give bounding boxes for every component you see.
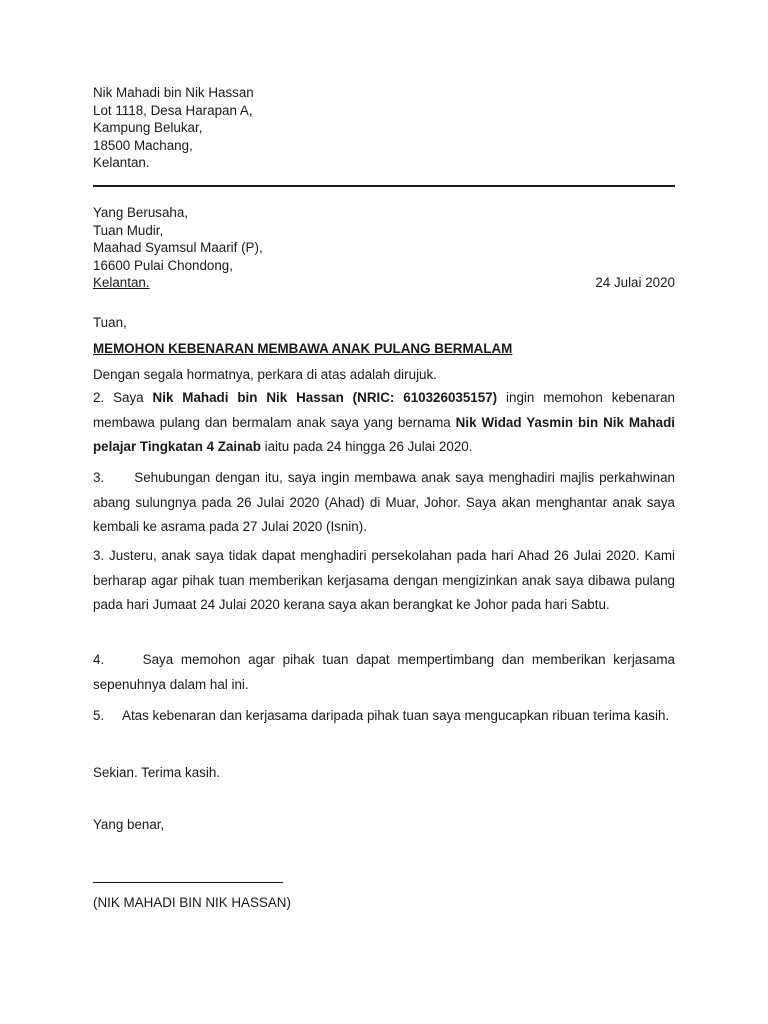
recipient-line: Yang Berusaha,	[93, 205, 189, 220]
header-divider	[93, 185, 675, 187]
sender-name: Nik Mahadi bin Nik Hassan	[93, 85, 254, 100]
sender-address-line: 18500 Machang,	[93, 137, 193, 153]
subject	[93, 340, 675, 358]
paragraph-2	[93, 386, 675, 460]
paragraph-3: 3. Sehubungan dengan itu, saya ingin membawa anak saya menghadiri majlis perkahwinan abang sulungnya pada 26 Julai 2020 (Ahad) di Muar, Johor. Saya akan menghantar anak saya kembali ke asrama pada 27 Julai 2020 (Isnin).	[93, 470, 679, 534]
p2-text: 2. Saya	[93, 390, 153, 405]
closing-remark: Sekian. Terima kasih.	[93, 765, 221, 780]
paragraph-6: 5. Atas kebenaran dan kerjasama daripada pihak tuan saya mengucapkan ribuan terima kasih.	[93, 708, 670, 723]
paragraph-5: 4. Saya memohon agar pihak tuan dapat mempertimbang dan memberikan kerjasama sepenuhnya dalam hal ini.	[93, 652, 679, 692]
p2-bold-name: Nik Mahadi bin Nik Hassan (NRIC: 610326035157)	[152, 390, 498, 405]
recipient-line: Kelantan.	[93, 275, 150, 291]
recipient-line: Maahad Syamsul Maarif (P),	[93, 240, 263, 256]
sender-address-line: Kampung Belukar,	[93, 120, 203, 136]
p2-bold-student: Nik Widad Yasmin bin Nik Mahadi pelajar Tingkatan 4 Zainab	[93, 414, 676, 454]
recipient-line: Tuan Mudir,	[93, 222, 164, 238]
recipient-address	[93, 204, 675, 292]
subject-text: MEMOHON KEBENARAN MEMBAWA ANAK PULANG BERMALAM	[93, 341, 513, 356]
recipient-line: 16600 Pulai Chondong,	[93, 257, 233, 273]
sender-address	[93, 84, 675, 172]
p2-text: ingin memohon kebenaran membawa pulang dan bermalam anak saya yang bernama	[93, 390, 675, 430]
salutation: Tuan,	[93, 315, 127, 330]
paragraph-4: 3. Justeru, anak saya tidak dapat menghadiri persekolahan pada hari Ahad 26 Julai 2020. Kami berharap agar pihak tuan memberikan kerjasama dengan mengizinkan anak saya dibawa pulang pada hari Jumaat 24 Julai 2020 kerana saya akan berangkat ke Johor pada hari Sabtu.	[93, 548, 675, 612]
intro-paragraph: Dengan segala hormatnya, perkara di atas adalah dirujuk.	[93, 367, 437, 382]
sender-address-line: Kelantan.	[93, 155, 150, 171]
p2-text: iaitu pada 24 hingga 26 Julai 2020.	[260, 439, 473, 454]
sender-address-line: Lot 1118, Desa Harapan A,	[93, 102, 253, 118]
signature-line	[93, 882, 283, 883]
signature-name: (NIK MAHADI BIN NIK HASSAN)	[93, 895, 291, 910]
letter-date: 24 Julai 2020	[595, 275, 675, 290]
closing-signoff: Yang benar,	[93, 817, 165, 832]
